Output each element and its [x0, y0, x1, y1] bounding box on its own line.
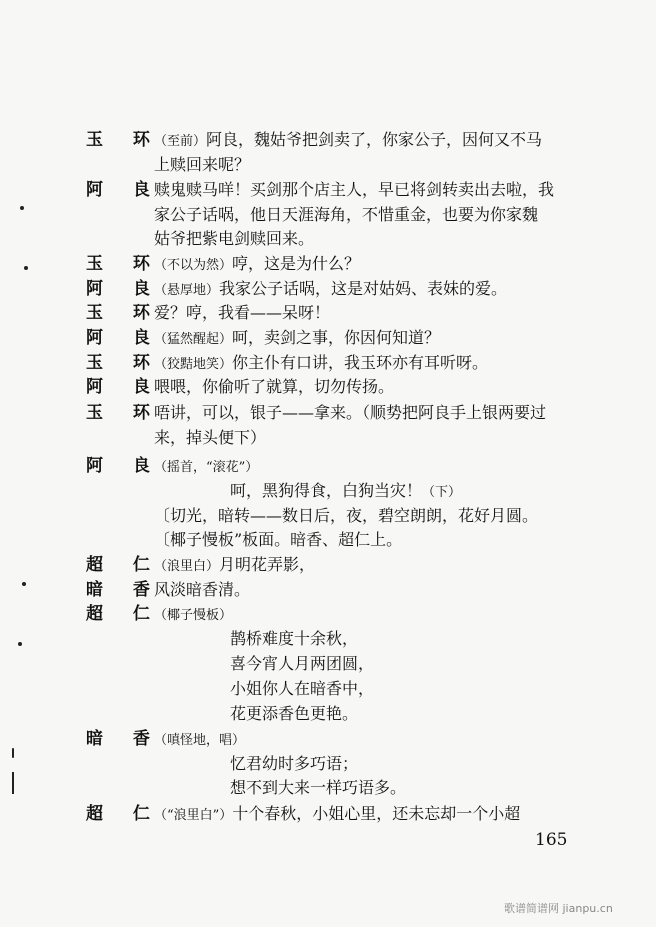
sung-verse: 喜今宵人月两团圆，: [230, 654, 375, 673]
dialogue-text: （椰子慢板）: [154, 608, 233, 623]
speaker-name: 阿 良: [86, 377, 162, 397]
speaker-name: 阿 良: [86, 456, 162, 476]
dialogue-text: （“浪里白”）十个春秋，小姐心里，还未忘却一个小超: [154, 804, 521, 823]
sung-verse: 小姐你人在暗香中，: [230, 679, 375, 698]
speaker-name: 玉 环: [86, 403, 162, 423]
watermark: 歌谱简谱网 jianpu.cn: [504, 902, 613, 915]
dialogue-text: 爱？哼，我看——呆呀！: [154, 303, 331, 322]
speaker-name: 暗 香: [86, 729, 162, 749]
dialogue-text: 喂喂，你偷听了就算，切勿传扬。: [154, 377, 395, 396]
dialogue-continuation: 姑爷把紫电剑赎回来。: [154, 229, 315, 248]
dialogue-text: （至前）阿良，魏姑爷把剑卖了，你家公子，因何又不马: [154, 130, 543, 149]
speaker-name: 超 仁: [86, 804, 162, 824]
dialogue-text: （猛然醒起）呵，卖剑之事，你因何知道？: [154, 328, 441, 347]
scan-speck: [24, 266, 28, 270]
scan-speck: [22, 582, 26, 586]
speaker-name: 玉 环: [86, 254, 162, 274]
dialogue-text: 风淡暗香清。: [154, 580, 251, 599]
speaker-name: 玉 环: [86, 130, 162, 150]
dialogue-text: （浪里白）月明花弄影，: [154, 555, 316, 574]
dialogue-text: （狡黠地笑）你主仆有口讲，我玉环亦有耳听呀。: [154, 353, 489, 372]
dialogue-text: （嗔怪地，唱）: [154, 733, 246, 748]
speaker-name: 暗 香: [86, 580, 162, 600]
speaker-name: 超 仁: [86, 555, 162, 575]
speaker-name: 玉 环: [86, 303, 162, 323]
dialogue-continuation: 上赎回来呢？: [154, 155, 251, 174]
stage-direction: 〔切光，暗转——数日后，夜，碧空朗朗，花好月圆。: [154, 506, 539, 525]
dialogue-continuation: 家公子话㖞，他日天涯海角，不惜重金，也要为你家魏: [154, 205, 539, 224]
speaker-name: 阿 良: [86, 180, 162, 200]
dialogue-continuation: 来，掉头便下）: [154, 428, 267, 447]
sung-verse: 忆君幼时多巧语；: [230, 754, 359, 773]
speaker-name: 玉 环: [86, 353, 162, 373]
sung-verse: 鹊桥难度十余秋，: [230, 629, 359, 648]
dialogue-text: （不以为然）哼，这是为什么？: [154, 254, 361, 273]
dialogue-text: 赎鬼赎马咩！买剑那个店主人，早已将剑转卖出去啦，我: [154, 180, 555, 199]
page-number: 165: [535, 830, 568, 850]
speaker-name: 阿 良: [86, 328, 162, 348]
dialogue-text: （悬厚地）我家公子话㖞，这是对姑妈、表妹的爱。: [154, 279, 508, 298]
stage-direction: 〔椰子慢板”板面。暗香、超仁上。: [154, 530, 403, 549]
sung-verse: 想不到大来一样巧语多。: [230, 778, 407, 797]
scan-speck: [12, 772, 14, 794]
dialogue-text: （摇首，“滚花”）: [154, 460, 259, 475]
sung-verse: 花更添香色更艳。: [230, 704, 359, 723]
scan-speck: [18, 642, 22, 646]
dialogue-text: 唔讲，可以，银子——拿来。（顺势把阿良手上银两要过: [154, 403, 547, 422]
speaker-name: 阿 良: [86, 279, 162, 299]
scan-speck: [12, 748, 14, 758]
speaker-name: 超 仁: [86, 604, 162, 624]
sung-verse: 呵，黑狗得食，白狗当灾！（下）: [230, 481, 462, 500]
scan-speck: [20, 206, 24, 210]
